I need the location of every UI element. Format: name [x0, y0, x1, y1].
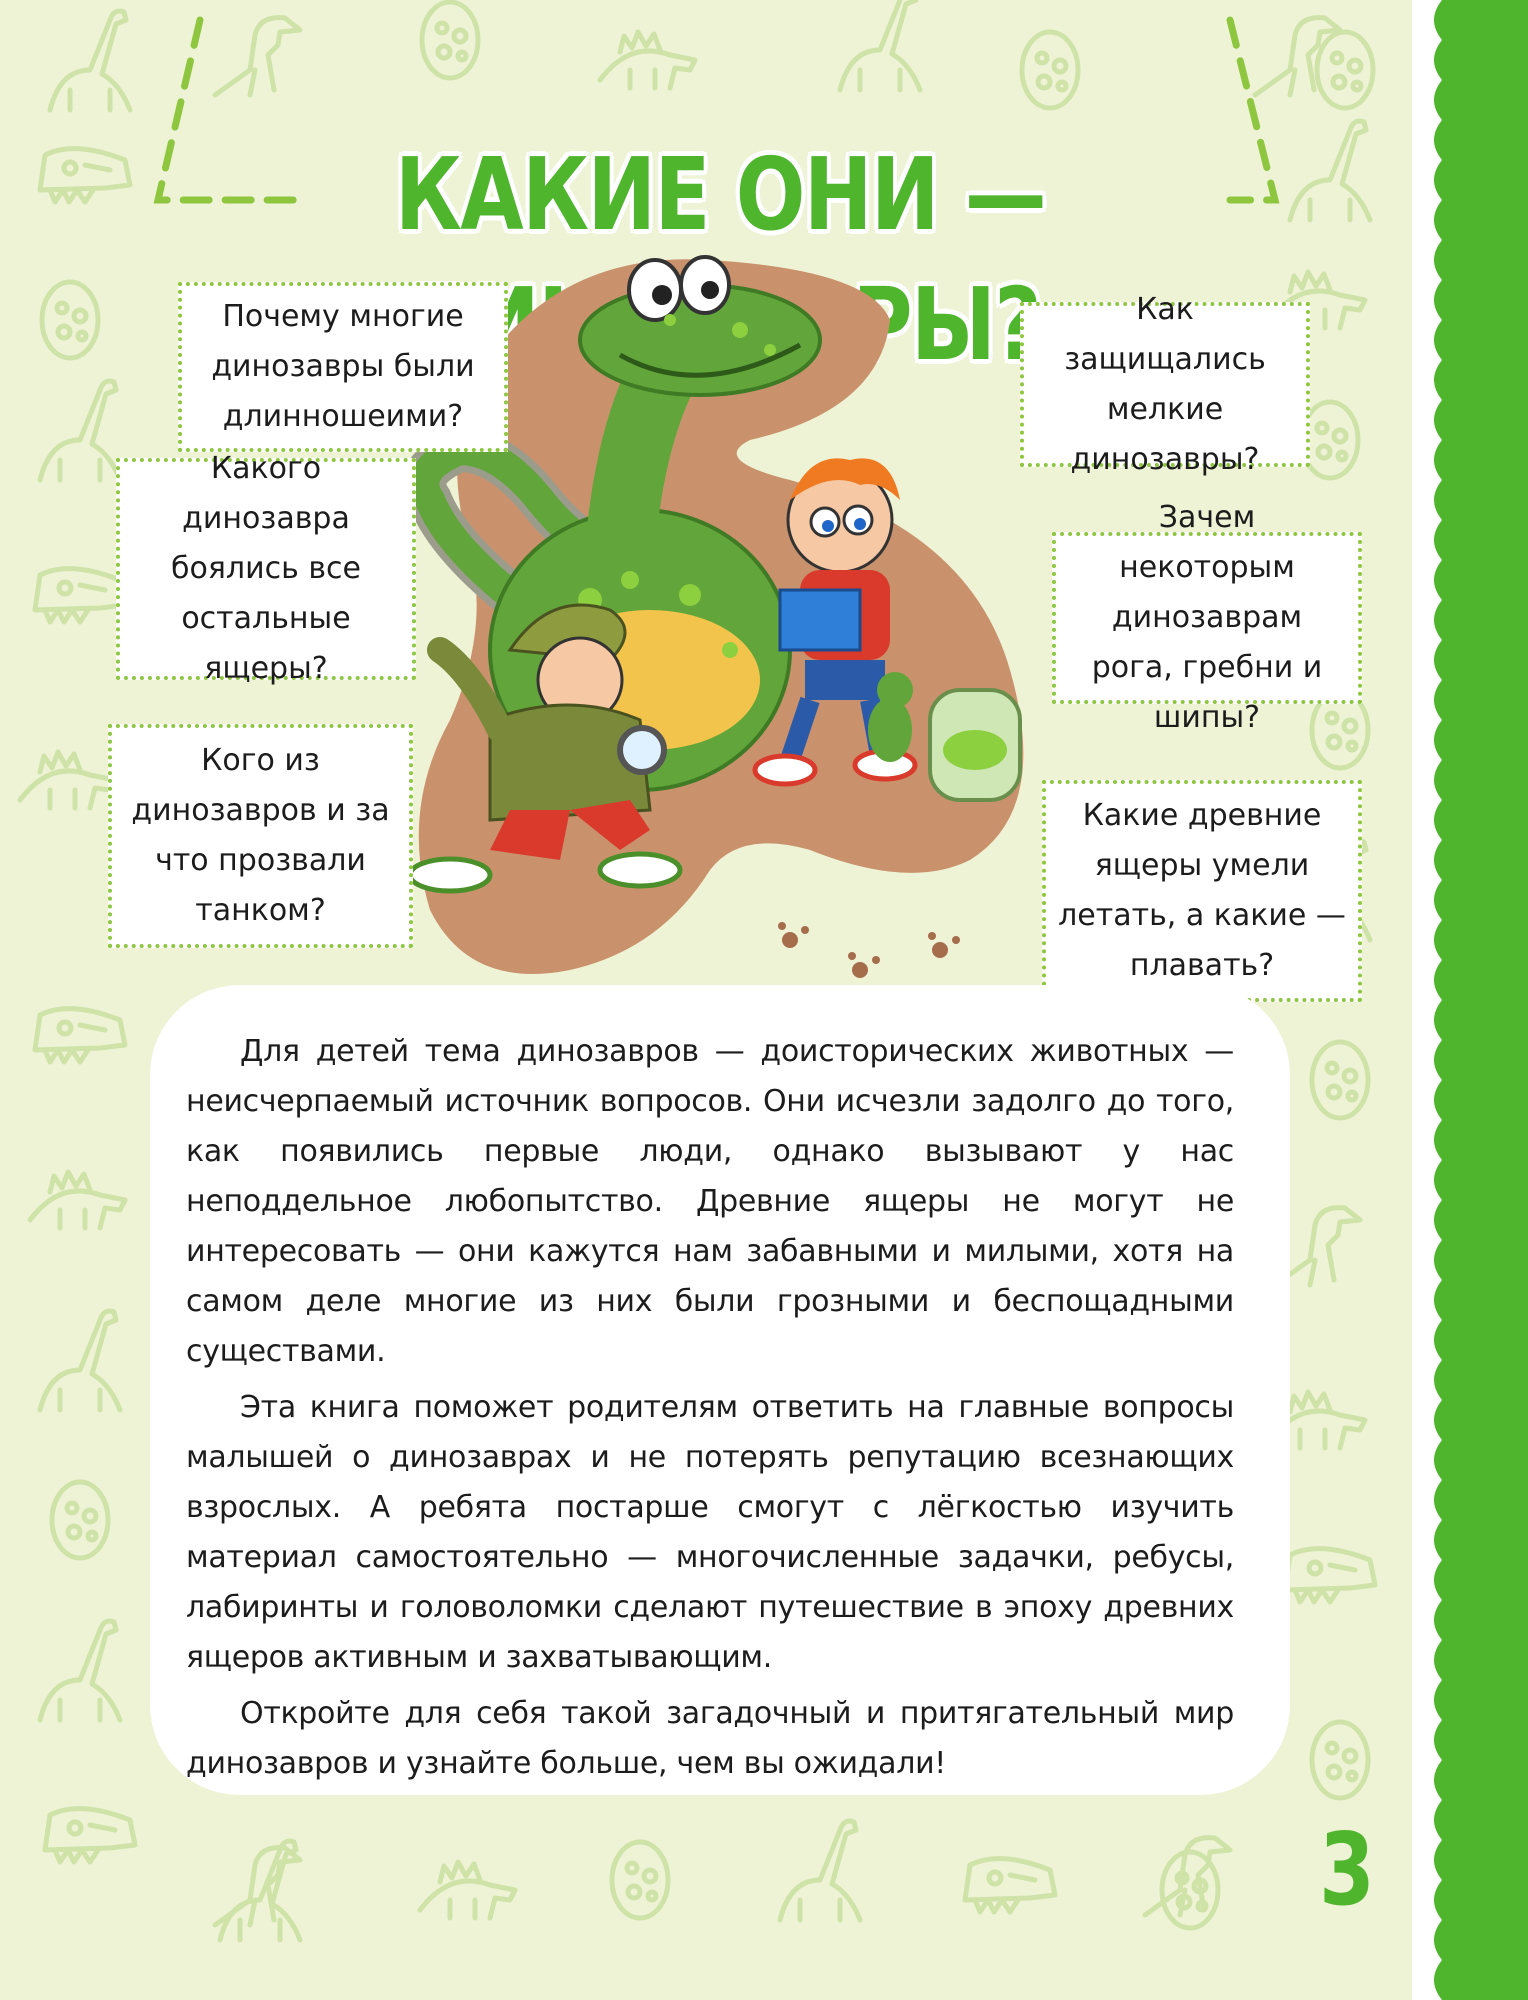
intro-paragraph-2: Эта книга поможет родителям ответить на главные вопросы малышей о динозаврах и не потерять репутацию всезнающих взрослых. А ребята постарше смогут с лёгкостью изучить материал самостоятельно — многочисленные задачки, ребусы, лабиринты и головоломки сделают путешествие в эпоху древних ящеров активным и захватывающим. [186, 1390, 1234, 1675]
question-text: Как защищались мелкие динозавры? [1064, 291, 1266, 477]
question-text: Какие древние ящеры умели летать, а какие — плавать? [1058, 798, 1346, 983]
question-box-flying-swimming [1042, 780, 1362, 1002]
magnifying-glass [620, 728, 664, 772]
question-box-horns-crests-spikes [1052, 500, 1362, 735]
intro-text-panel [150, 985, 1290, 1795]
page-number: 3 [1319, 1811, 1375, 1928]
book [780, 590, 860, 650]
intro-paragraph-1: Для детей тема динозавров — доисторических животных — неисчерпаемый источник вопросов. Они исчезли задолго до того, как появились первые люди, однако вызывают у нас неподдельное любопытство. Древние ящеры не могут не интересовать — они кажутся нам забавными и милыми, хотя на самом деле многие из них были грозными и беспощадными существами. [186, 1034, 1234, 1369]
question-text: Кого из динозавров и за что прозвали танком? [131, 743, 390, 928]
question-text: Почему многие динозавры были длинношеими? [211, 299, 475, 434]
green-side-strip [1412, 0, 1528, 2000]
question-box-small-dinosaurs-defense [1020, 291, 1310, 477]
question-box-feared-dinosaur [116, 451, 416, 686]
intro-paragraph-3: Откройте для себя такой загадочный и притягательный мир динозавров и узнайте больше, чем вы ожидали! [186, 1696, 1234, 1781]
question-box-long-neck [178, 282, 508, 452]
page-title: КАКИЕ ОНИ — [394, 136, 1046, 253]
question-box-tank-dinosaur [108, 724, 413, 948]
question-text: Какого динозавра боялись все остальные ящеры? [171, 451, 361, 686]
toy-dinosaur [868, 698, 912, 762]
title-container [150, 130, 1290, 260]
question-text: Зачем некоторым динозаврам рога, гребни и шипы? [1091, 500, 1323, 735]
